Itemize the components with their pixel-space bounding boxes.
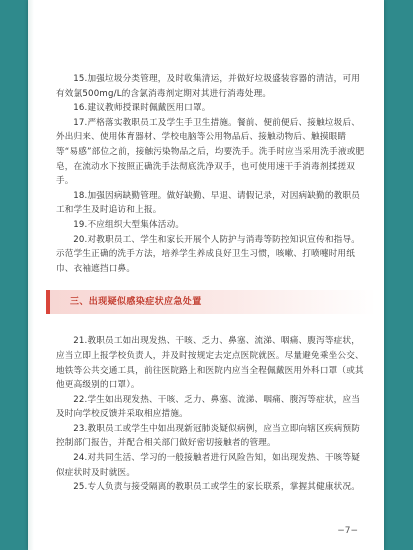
document-page bbox=[28, 0, 384, 550]
paragraph-19: 19.不应组织大型集体活动。 bbox=[73, 219, 185, 230]
paragraph-17: 17.严格落实教职员工及学生手卫生措施。餐前、便前便后、接触垃圾后、外出归来、使用体育器材、学校电脑等公用物品后、接触动物后、触摸眼睛等“易感”部位之前，接触污染物品之后，均要洗手。洗手时应当采用洗手液或肥皂，在流动水下按照正确洗手法彻底洗净双手，也可使用速干手消毒剂揉搓双手。 bbox=[56, 117, 365, 187]
section-header bbox=[46, 290, 376, 314]
section-accent-bar bbox=[46, 290, 50, 314]
paragraph-23: 23.教职员工或学生中如出现新冠肺炎疑似病例，应当立即向辖区疾病预防控制部门报告，并配合相关部门做好密切接触者的管理。 bbox=[56, 423, 361, 449]
page-content bbox=[56, 72, 366, 495]
paragraph-24: 24.对共同生活、学习的一般接触者进行风险告知，如出现发热、干咳等疑似症状时及时就医。 bbox=[56, 453, 361, 478]
paragraph-15: 15.加强垃圾分类管理，及时收集清运，并做好垃圾盛装容器的清洁，可用有效氯500mg/L的含氯消毒剂定期对其进行消毒处理。 bbox=[56, 74, 361, 99]
paragraph-21: 21.教职员工如出现发热、干咳、乏力、鼻塞、流涕、咽痛、腹泻等症状，应当立即上报学校负责人，并及时按规定去定点医院就医。尽量避免乘坐公交、地铁等公共交通工具，前往医院路上和医院内应当全程佩戴医用外科口罩（或其他更高级别的口罩）。 bbox=[56, 336, 364, 391]
paragraph-18: 18.加强因病缺勤管理。做好缺勤、早退、请假记录，对因病缺勤的教职员工和学生及时追访和上报。 bbox=[56, 190, 361, 216]
section-title: 三、出现疑似感染症状应急处置 bbox=[70, 297, 202, 308]
page-spine-shading bbox=[28, 0, 34, 550]
paragraph-16: 16.建议教师授课时佩戴医用口罩。 bbox=[73, 103, 211, 114]
paragraph-22: 22.学生如出现发热、干咳、乏力、鼻塞、流涕、咽痛、腹泻等症状，应当及时向学校反馈并采取相应措施。 bbox=[56, 394, 361, 420]
paragraph-20: 20.对教职员工、学生和家长开展个人防护与消毒等防控知识宣传和指导。示范学生正确的洗手方法，培养学生养成良好卫生习惯，咳嗽、打喷嚏时用纸巾、衣袖遮挡口鼻。 bbox=[56, 234, 361, 274]
paragraph-25: 25.专人负责与接受隔离的教职员工或学生的家长联系，掌握其健康状况。 bbox=[73, 482, 361, 493]
page-number: −7− bbox=[337, 526, 358, 536]
